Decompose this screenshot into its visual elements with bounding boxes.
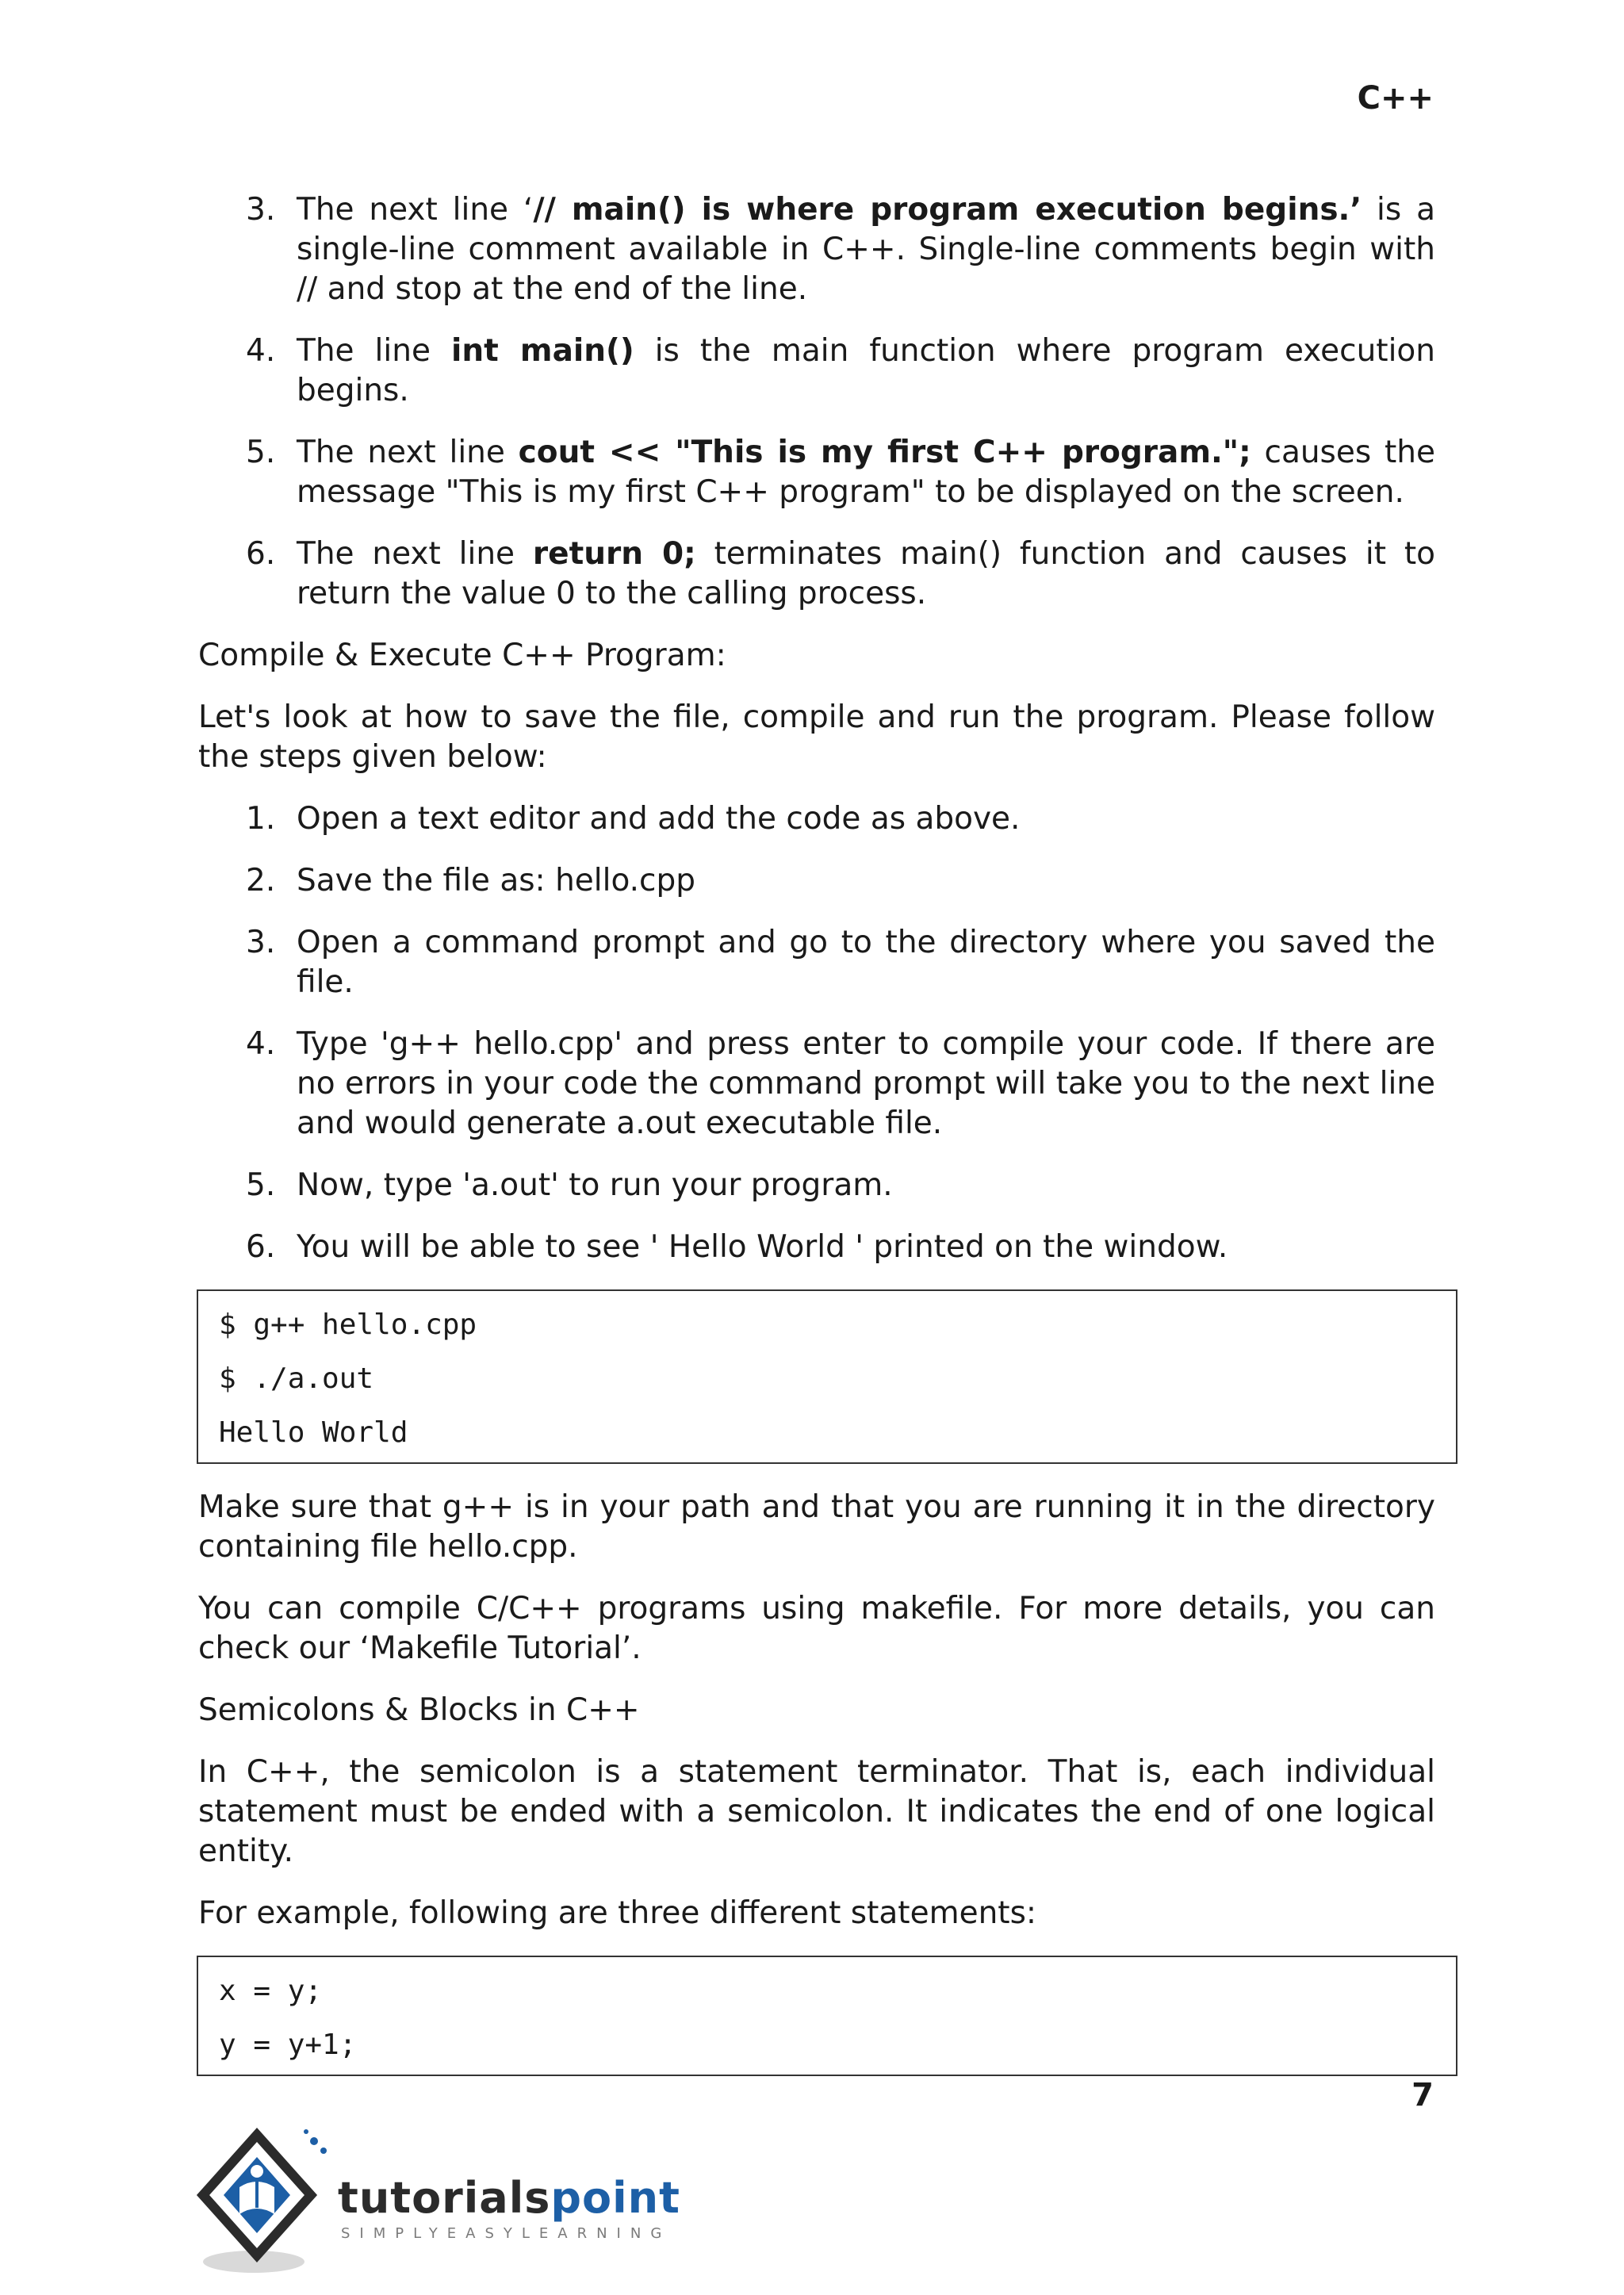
page-number: 7 bbox=[1411, 2077, 1434, 2113]
list-number: 6. bbox=[246, 1229, 276, 1265]
list-number: 3. bbox=[246, 192, 276, 228]
list-code: return 0; bbox=[532, 536, 696, 572]
list-number: 1. bbox=[246, 801, 276, 837]
list-text: is the main function where program execution begins. bbox=[297, 333, 1435, 408]
list-text: causes the message "This is my first C++ program" to be displayed on the screen. bbox=[297, 435, 1435, 510]
section-heading-semicolons: Semicolons & Blocks in C++ bbox=[198, 1692, 640, 1728]
list-item bbox=[246, 1166, 1435, 1205]
compile-steps-list bbox=[198, 799, 1435, 1267]
list-text: Save the file as: hello.cpp bbox=[297, 863, 695, 898]
list-code: int main() bbox=[450, 333, 634, 369]
logo-word-tutorials: tutorials bbox=[338, 2173, 551, 2223]
list-text: terminates main() function and causes it to return the value 0 to the calling process. bbox=[297, 536, 1436, 611]
list-text: The next line ‘ bbox=[297, 192, 534, 228]
logo-emblem-icon bbox=[195, 2125, 354, 2284]
program-explanation-list bbox=[198, 190, 1435, 614]
list-number: 6. bbox=[246, 536, 276, 572]
logo-wordmark bbox=[338, 2174, 680, 2222]
list-item bbox=[246, 534, 1436, 614]
section-heading-compile: Compile & Execute C++ Program: bbox=[198, 638, 726, 673]
code-line: y = y+1; bbox=[219, 2029, 357, 2061]
list-item bbox=[246, 1228, 1435, 1267]
list-text: Open a text editor and add the code as above. bbox=[297, 801, 1021, 837]
list-text: You will be able to see ' Hello World ' printed on the window. bbox=[297, 1229, 1228, 1265]
code-line: Hello World bbox=[219, 1416, 408, 1449]
list-item bbox=[246, 861, 1435, 901]
list-text: The next line bbox=[297, 435, 519, 470]
list-number: 4. bbox=[246, 333, 276, 369]
statements-code-block bbox=[197, 1956, 1457, 2076]
list-text: The next line bbox=[297, 536, 533, 572]
list-number: 4. bbox=[246, 1026, 276, 1062]
logo-word-point: point bbox=[550, 2173, 680, 2223]
list-text: Open a command prompt and go to the directory where you saved the file. bbox=[297, 925, 1435, 1000]
terminal-code-block bbox=[197, 1289, 1457, 1464]
list-text: The line bbox=[297, 333, 451, 369]
makefile-paragraph: You can compile C/C++ programs using makefile. For more details, you can check our ‘Makefile Tutorial’. bbox=[198, 1591, 1435, 1666]
list-number: 5. bbox=[246, 435, 276, 470]
list-item bbox=[246, 1025, 1435, 1144]
example-intro-paragraph: For example, following are three different statements: bbox=[198, 1895, 1037, 1931]
list-code: // main() is where program execution begins.’ bbox=[533, 192, 1362, 228]
code-line: $ ./a.out bbox=[219, 1362, 374, 1395]
list-item bbox=[246, 433, 1435, 512]
list-number: 2. bbox=[246, 863, 276, 898]
list-code: cout << "This is my first C++ program."; bbox=[518, 435, 1251, 470]
compile-intro-paragraph: Let's look at how to save the file, compile and run the program. Please follow the steps given below: bbox=[198, 699, 1435, 775]
code-line: x = y; bbox=[219, 1975, 323, 2007]
code-line: $ g++ hello.cpp bbox=[219, 1308, 477, 1341]
list-item bbox=[246, 923, 1435, 1002]
list-text: is a single-line comment available in C++. Single-line comments begin with // and stop at the end of the line. bbox=[297, 192, 1435, 307]
list-number: 5. bbox=[246, 1167, 276, 1203]
list-text: Type 'g++ hello.cpp' and press enter to compile your code. If there are no errors in your code the command prompt will take you to the next line and would generate a.out executable file. bbox=[297, 1026, 1435, 1141]
page-content bbox=[198, 190, 1435, 2100]
list-item bbox=[246, 190, 1435, 309]
path-note-paragraph: Make sure that g++ is in your path and that you are running it in the directory containing file hello.cpp. bbox=[198, 1489, 1435, 1565]
semicolon-paragraph: In C++, the semicolon is a statement terminator. That is, each individual statement must be ended with a semicolon. It indicates the end of one logical entity. bbox=[198, 1754, 1435, 1869]
tutorialspoint-logo bbox=[195, 2125, 703, 2284]
running-header: C++ bbox=[1357, 80, 1434, 117]
list-item bbox=[246, 799, 1435, 839]
list-item bbox=[246, 331, 1435, 411]
logo-tagline: SIMPLYEASYLEARNING bbox=[341, 2225, 672, 2242]
list-number: 3. bbox=[246, 925, 276, 960]
list-text: Now, type 'a.out' to run your program. bbox=[297, 1167, 893, 1203]
